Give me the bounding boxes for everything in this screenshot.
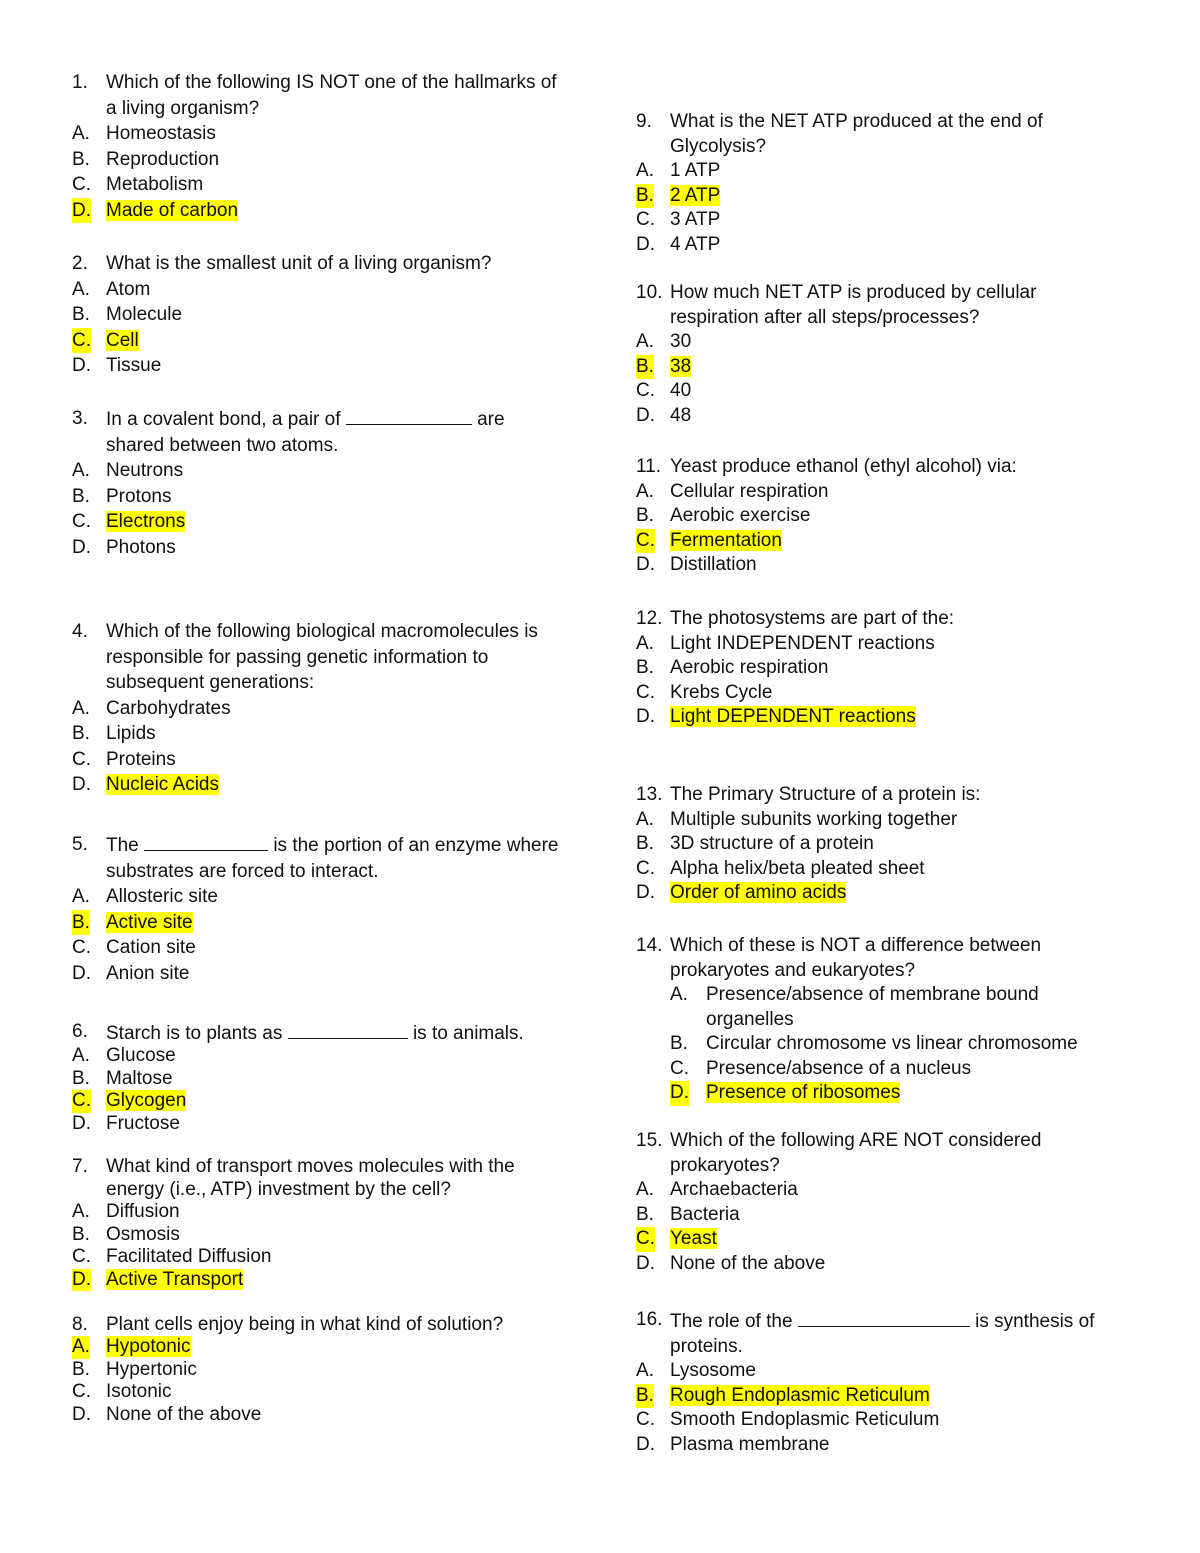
question-6 [72, 1020, 562, 1135]
option-text: Atom [106, 278, 151, 300]
question-number: 3. [72, 408, 88, 429]
option-letter: D. [636, 1433, 655, 1455]
question-stem [72, 832, 568, 884]
question-text: Plant cells enjoy being in what kind of solution? [106, 1314, 504, 1335]
option-letter: A. [670, 984, 688, 1005]
option-letter: B. [636, 833, 654, 854]
question-4 [72, 619, 562, 798]
option-a [72, 1045, 562, 1068]
option-a [636, 330, 1076, 355]
option-a [670, 983, 1066, 1032]
option-d [72, 198, 562, 224]
option-text: Cation site [106, 937, 196, 958]
option-letter: B. [636, 1203, 654, 1225]
answer-highlight: Made of carbon [106, 199, 239, 221]
option-a [72, 1336, 562, 1359]
question-text: The photosystems are part of the: [670, 608, 955, 629]
option-a [72, 277, 562, 303]
question-2 [72, 251, 562, 379]
question-text: is synthesis of proteins. [670, 1311, 1095, 1357]
answer-highlight: Light DEPENDENT reactions [670, 706, 916, 727]
option-text: Anion site [106, 962, 190, 984]
question-number: 4. [72, 621, 88, 642]
option-letter: D. [636, 1252, 655, 1274]
option-d [636, 553, 1076, 578]
option-letter: A. [72, 697, 90, 719]
option-d [636, 881, 1076, 906]
option-letter: B. [636, 184, 654, 209]
option-letter: A. [636, 632, 654, 654]
option-a [636, 632, 1076, 657]
option-c [636, 681, 1076, 706]
question-12 [636, 607, 1076, 730]
option-text: Aerobic respiration [670, 657, 829, 678]
question-number: 14. [636, 935, 663, 956]
option-text: 40 [670, 380, 692, 401]
option-letter: D. [636, 882, 655, 903]
option-d [636, 233, 1076, 258]
option-text: Multiple subunits working together [670, 808, 958, 830]
option-text: Photons [106, 536, 176, 558]
option-text: Presence/absence of a nucleus [706, 1057, 972, 1079]
option-a [636, 480, 1076, 505]
option-letter: C. [72, 937, 91, 958]
question-14 [636, 934, 1076, 1106]
option-b [636, 355, 1076, 380]
question-text: Which of the following ARE NOT considered prokaryotes? [670, 1130, 1042, 1176]
option-letter: B. [72, 723, 90, 744]
option-text: Proteins [106, 748, 176, 770]
question-number: 11. [636, 456, 662, 477]
option-text: Lysosome [670, 1360, 756, 1381]
question-stem [636, 455, 1076, 480]
option-letter: C. [72, 328, 91, 354]
option-letter: D. [72, 1112, 91, 1134]
option-c [72, 172, 562, 198]
question-stem [72, 1020, 562, 1045]
option-letter: B. [72, 1067, 90, 1089]
question-stem [636, 281, 1076, 330]
answer-highlight: Fermentation [670, 529, 782, 551]
option-b [72, 910, 568, 936]
option-text: Carbohydrates [106, 697, 231, 719]
option-letter: C. [72, 1246, 91, 1267]
option-letter: D. [636, 554, 655, 575]
option-b [72, 1359, 562, 1382]
option-b [72, 1224, 562, 1247]
answer-highlight: Cell [106, 329, 139, 351]
option-a [636, 1178, 1076, 1203]
option-a [72, 458, 562, 484]
option-d [72, 1269, 562, 1292]
answer-highlight: Glycogen [106, 1090, 187, 1111]
option-letter: D. [636, 233, 655, 255]
option-d [72, 961, 568, 987]
option-a [72, 884, 568, 910]
option-d [72, 353, 562, 379]
option-letter: B. [72, 148, 90, 170]
option-letter: C. [636, 857, 655, 879]
answer-highlight: 38 [670, 355, 692, 377]
question-stem [72, 406, 562, 458]
question-text: The role of the [670, 1311, 793, 1332]
question-number: 12. [636, 608, 663, 629]
option-c [72, 935, 568, 961]
question-number: 15. [636, 1130, 663, 1151]
option-letter: C. [670, 1057, 689, 1079]
option-text: Plasma membrane [670, 1433, 830, 1455]
option-letter: D. [72, 1268, 91, 1290]
question-15 [636, 1129, 1076, 1276]
question-11 [636, 455, 1076, 578]
option-b [72, 721, 562, 747]
question-number: 6. [72, 1021, 88, 1042]
option-text: Light INDEPENDENT reactions [670, 632, 935, 654]
option-letter: D. [636, 404, 655, 426]
option-text: Neutrons [106, 460, 184, 481]
option-letter: A. [636, 331, 654, 352]
question-number: 10. [636, 282, 663, 303]
option-letter: D. [72, 962, 91, 984]
option-letter: A. [72, 886, 90, 907]
answer-highlight: Active Transport [106, 1268, 244, 1290]
option-text: Tissue [106, 355, 162, 376]
question-number: 1. [72, 72, 88, 93]
option-c [72, 747, 562, 773]
question-text: Yeast produce ethanol (ethyl alcohol) via: [670, 456, 1017, 477]
option-a [636, 808, 1076, 833]
option-letter: A. [636, 480, 654, 502]
question-number: 13. [636, 784, 663, 805]
option-d [636, 404, 1076, 429]
option-letter: C. [636, 681, 655, 703]
option-c [636, 379, 1076, 404]
question-7 [72, 1155, 562, 1291]
option-letter: B. [636, 505, 654, 526]
answer-highlight: Rough Endoplasmic Reticulum [670, 1384, 930, 1406]
option-text: Diffusion [106, 1201, 180, 1222]
question-stem [636, 110, 1076, 159]
option-text: Reproduction [106, 148, 220, 170]
question-1 [72, 70, 562, 223]
option-text: Isotonic [106, 1381, 172, 1402]
option-letter: B. [636, 355, 654, 380]
option-letter: A. [72, 1201, 90, 1222]
option-letter: A. [636, 1360, 654, 1381]
option-letter: B. [72, 304, 90, 325]
question-text: What is the NET ATP produced at the end of Glycolysis? [670, 111, 1043, 157]
option-b [72, 484, 562, 510]
question-5 [72, 832, 568, 986]
option-d [636, 705, 1076, 730]
answer-highlight: Yeast [670, 1228, 717, 1249]
option-letter: C. [72, 1090, 91, 1111]
answer-highlight: 2 ATP [670, 184, 721, 206]
option-text: 30 [670, 331, 692, 352]
option-text: Fructose [106, 1112, 180, 1134]
option-c [72, 1381, 562, 1404]
option-text: Facilitated Diffusion [106, 1246, 272, 1267]
question-text: How much NET ATP is produced by cellular respiration after all steps/processes? [670, 282, 1037, 328]
option-letter: B. [72, 1358, 90, 1380]
option-text: 1 ATP [670, 160, 721, 181]
question-stem [636, 1129, 1076, 1178]
question-16 [636, 1308, 1116, 1457]
option-letter: C. [72, 511, 91, 532]
option-c [72, 1090, 562, 1113]
option-text: Glucose [106, 1045, 176, 1066]
fill-in-blank [346, 406, 472, 425]
option-c [636, 1408, 1116, 1433]
option-a [72, 1201, 562, 1224]
option-text: 3 ATP [670, 209, 721, 230]
option-letter: B. [72, 910, 90, 936]
fill-in-blank [144, 832, 268, 851]
option-text: Osmosis [106, 1223, 180, 1245]
option-c [72, 328, 562, 354]
answer-highlight: Nucleic Acids [106, 774, 219, 795]
option-text: 48 [670, 404, 692, 426]
option-a [636, 159, 1076, 184]
question-text: The [106, 835, 139, 856]
option-letter: B. [636, 657, 654, 678]
option-letter: A. [636, 1179, 654, 1200]
question-8 [72, 1313, 562, 1426]
option-d [72, 535, 562, 561]
option-text: Lipids [106, 723, 156, 744]
option-letter: D. [72, 1403, 91, 1425]
question-number: 9. [636, 111, 652, 132]
option-text: Bacteria [670, 1203, 740, 1225]
option-letter: A. [636, 160, 654, 181]
question-stem [72, 251, 562, 277]
option-b [72, 302, 562, 328]
option-text: Hypertonic [106, 1358, 197, 1380]
option-text: Aerobic exercise [670, 505, 811, 526]
option-letter: D. [670, 1081, 689, 1106]
option-text: Circular chromosome vs linear chromosome [706, 1033, 1078, 1054]
option-text: Maltose [106, 1067, 173, 1089]
option-d [636, 1433, 1116, 1458]
question-number: 16. [636, 1309, 663, 1330]
option-letter: C. [636, 1409, 655, 1430]
option-b [636, 656, 1076, 681]
option-a [72, 121, 562, 147]
option-letter: C. [636, 529, 655, 554]
option-letter: B. [636, 1384, 654, 1409]
option-c [72, 509, 562, 535]
answer-highlight: Active site [106, 911, 193, 933]
option-c [636, 208, 1076, 233]
question-number: 7. [72, 1156, 88, 1177]
question-stem [72, 1155, 562, 1201]
option-text: 4 ATP [670, 233, 721, 255]
answer-highlight: Presence of ribosomes [706, 1082, 901, 1103]
question-text: Which of these is NOT a difference between prokaryotes and eukaryotes? [670, 935, 1042, 981]
question-text: Which of the following biological macromolecules is responsible for passing genetic information to subsequent generations: [106, 621, 538, 693]
option-a [636, 1359, 1116, 1384]
option-c [636, 1227, 1076, 1252]
option-b [72, 1068, 562, 1091]
option-a [72, 696, 562, 722]
option-letter: C. [72, 174, 91, 195]
option-letter: A. [72, 1336, 90, 1357]
option-b [636, 504, 1076, 529]
option-text: Protons [106, 485, 172, 507]
answer-highlight: Order of amino acids [670, 882, 847, 903]
question-10 [636, 281, 1076, 428]
question-stem [636, 783, 1076, 808]
option-text: Metabolism [106, 174, 204, 195]
answer-highlight: Hypotonic [106, 1336, 191, 1357]
fill-in-blank [798, 1308, 970, 1327]
answer-highlight: Electrons [106, 511, 186, 532]
question-stem [636, 1308, 1116, 1359]
question-text: In a covalent bond, a pair of [106, 409, 341, 430]
option-letter: A. [72, 460, 90, 481]
option-b [670, 1032, 1126, 1057]
option-text: Distillation [670, 554, 757, 575]
question-13 [636, 783, 1076, 906]
question-text: is the portion of an enzyme where substrates are forced to interact. [106, 835, 559, 882]
option-b [636, 1203, 1076, 1228]
option-letter: D. [72, 355, 91, 376]
option-letter: D. [636, 706, 655, 727]
option-letter: A. [72, 278, 90, 300]
option-letter: A. [72, 1045, 90, 1066]
option-text: Presence/absence of membrane bound organelles [706, 984, 1039, 1030]
option-b [636, 832, 1076, 857]
question-text: The Primary Structure of a protein is: [670, 784, 981, 805]
option-text: Alpha helix/beta pleated sheet [670, 857, 925, 879]
option-d [72, 1404, 562, 1427]
question-number: 2. [72, 253, 88, 274]
question-9 [636, 110, 1076, 257]
option-c [636, 529, 1076, 554]
option-d [670, 1081, 1076, 1106]
option-text: Archaebacteria [670, 1179, 798, 1200]
question-text: What is the smallest unit of a living organism? [106, 253, 492, 274]
option-letter: B. [670, 1033, 688, 1054]
question-stem [72, 70, 562, 121]
option-b [636, 184, 1076, 209]
question-number: 8. [72, 1314, 88, 1335]
option-text: 3D structure of a protein [670, 833, 874, 854]
option-text: None of the above [106, 1403, 262, 1425]
question-number: 5. [72, 834, 88, 855]
option-d [72, 772, 562, 798]
option-letter: C. [636, 380, 655, 401]
question-stem [72, 1313, 562, 1336]
option-text: Allosteric site [106, 886, 218, 907]
option-letter: C. [72, 1381, 91, 1402]
option-letter: C. [636, 209, 655, 230]
option-letter: D. [72, 774, 91, 795]
option-c [670, 1057, 1076, 1082]
question-text: What kind of transport moves molecules with the energy (i.e., ATP) investment by the cell? [106, 1156, 515, 1200]
option-c [636, 857, 1076, 882]
option-letter: D. [72, 198, 91, 224]
option-b [72, 147, 562, 173]
question-text: Which of the following IS NOT one of the hallmarks of a living organism? [106, 72, 557, 119]
question-stem [72, 619, 562, 696]
option-d [636, 1252, 1076, 1277]
option-d [72, 1113, 562, 1136]
option-letter: A. [72, 123, 90, 144]
question-stem [636, 934, 1076, 983]
question-text: is to animals. [412, 1023, 524, 1044]
question-stem [636, 607, 1076, 632]
option-letter: D. [72, 536, 91, 558]
question-3 [72, 406, 562, 560]
option-c [72, 1246, 562, 1269]
option-text: Smooth Endoplasmic Reticulum [670, 1409, 940, 1430]
option-text: None of the above [670, 1252, 826, 1274]
question-text: are shared between two atoms. [106, 409, 505, 456]
option-b [636, 1384, 1116, 1409]
fill-in-blank [288, 1020, 408, 1039]
option-text: Cellular respiration [670, 480, 829, 502]
option-letter: B. [72, 485, 90, 507]
option-text: Homeostasis [106, 123, 216, 144]
option-text: Molecule [106, 304, 183, 325]
option-letter: B. [72, 1223, 90, 1245]
option-text: Krebs Cycle [670, 681, 773, 703]
question-text: Starch is to plants as [106, 1023, 283, 1044]
option-letter: C. [636, 1227, 655, 1252]
option-letter: A. [636, 808, 654, 830]
option-letter: C. [72, 748, 91, 770]
